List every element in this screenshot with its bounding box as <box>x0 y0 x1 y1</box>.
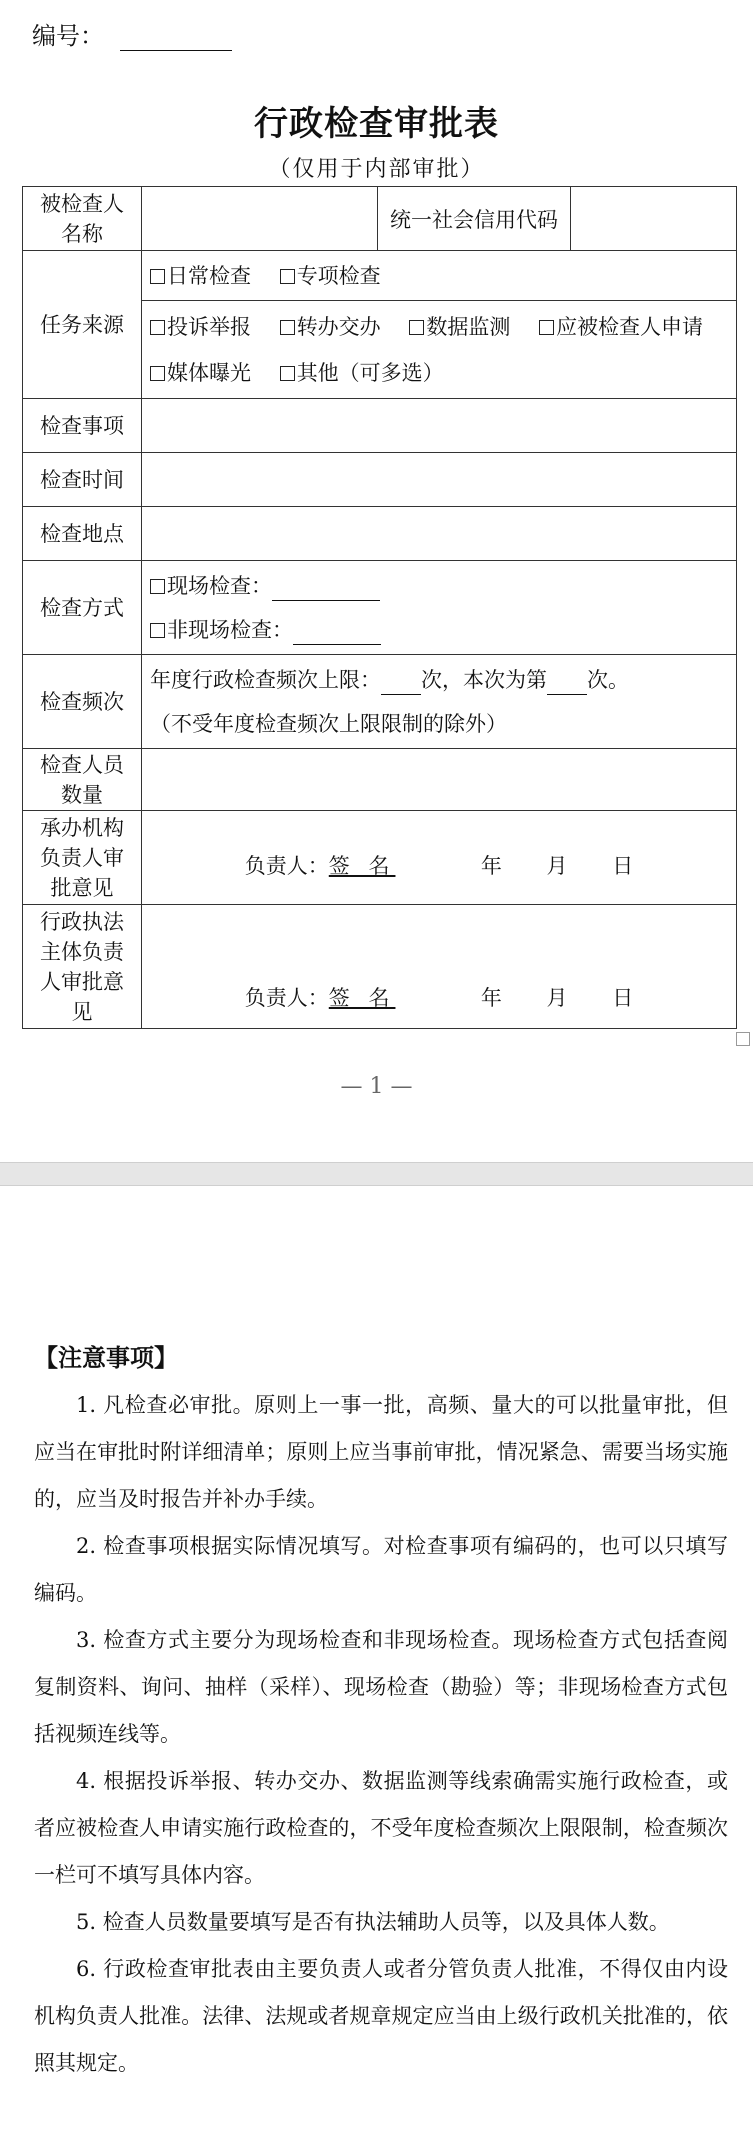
serial-label: 编号： <box>32 22 104 50</box>
inspection-item-field[interactable] <box>142 399 737 453</box>
page-separator <box>0 1162 753 1186</box>
note-item: 6. 行政检查审批表由主要负责人或者分管负责人批准，不得仅由内设机构负责人批准。法律、法规或者规章规定应当由上级行政机关批准的，依照其规定。 <box>34 1957 728 2075</box>
dept-opinion-label: 承办机构负责人审批意见 <box>23 811 142 905</box>
monitoring-option: 数据监测 <box>426 314 511 339</box>
staff-count-label: 检查人员数量 <box>23 749 142 811</box>
frequency-current-blank[interactable] <box>547 672 587 695</box>
offsite-checkbox[interactable] <box>150 623 165 638</box>
onsite-option: 现场检查： <box>167 573 272 598</box>
serial-number <box>32 16 232 51</box>
staff-count-field[interactable] <box>142 749 737 811</box>
notes-heading: 【注意事项】 <box>34 1344 178 1372</box>
note-item: 4. 根据投诉举报、转办交办、数据监测等线索确需实施行政检查，或者应被检查人申请实施行政检查的，不受年度检查频次上限限制，检查频次一栏可不填写具体内容。 <box>34 1769 728 1887</box>
transfer-checkbox[interactable] <box>280 320 295 335</box>
monitoring-checkbox[interactable] <box>409 320 424 335</box>
credit-code-label: 统一社会信用代码 <box>378 187 571 251</box>
dept-day: 日 <box>612 853 634 878</box>
request-checkbox[interactable] <box>539 320 554 335</box>
form-subtitle: （仅用于内部审批） <box>268 157 485 182</box>
inspection-time-field[interactable] <box>142 453 737 507</box>
table-corner-marker <box>736 1032 750 1046</box>
subject-year: 年 <box>480 985 502 1010</box>
note-item: 3. 检查方式主要分为现场检查和非现场检查。现场检查方式包括查阅复制资料、询问、抽样（采样）、现场检查（勘验）等；非现场检查方式包括视频连线等。 <box>34 1628 728 1746</box>
dept-year: 年 <box>480 853 502 878</box>
task-source-label: 任务来源 <box>23 251 142 399</box>
inspection-item-label: 检查事项 <box>23 399 142 453</box>
complaint-checkbox[interactable] <box>150 320 165 335</box>
task-source-row-2 <box>142 301 737 399</box>
special-checkbox[interactable] <box>280 269 295 284</box>
media-checkbox[interactable] <box>150 366 165 381</box>
form-title: 行政检查审批表 <box>254 104 499 144</box>
inspection-place-field[interactable] <box>142 507 737 561</box>
frequency-end-text: 次。 <box>587 667 629 692</box>
frequency-limit-text: 年度行政检查频次上限： <box>150 667 381 692</box>
note-item: 5. 检查人员数量要填写是否有执法辅助人员等，以及具体人数。 <box>76 1910 670 1934</box>
inspection-place-label: 检查地点 <box>23 507 142 561</box>
transfer-option: 转办交办 <box>296 314 381 339</box>
page-two <box>0 1186 753 2140</box>
subject-opinion-field[interactable] <box>142 905 737 1029</box>
other-checkbox[interactable] <box>280 366 295 381</box>
page-number: — 1 — <box>340 1074 413 1099</box>
notes-list <box>34 1382 728 2087</box>
inspected-party-label: 被检查人名称 <box>23 187 142 251</box>
routine-option: 日常检查 <box>167 263 251 288</box>
task-source-row-1 <box>142 251 737 301</box>
dept-opinion-field[interactable] <box>142 811 737 905</box>
credit-code-field[interactable] <box>571 187 737 251</box>
frequency-limit-blank[interactable] <box>381 672 421 695</box>
offsite-option: 非现场检查： <box>167 617 293 642</box>
onsite-blank[interactable] <box>272 578 380 601</box>
approval-form-table <box>22 186 737 1029</box>
inspected-party-field[interactable] <box>142 187 378 251</box>
complaint-option: 投诉举报 <box>167 314 251 339</box>
request-option: 应被检查人申请 <box>556 314 704 339</box>
inspection-time-label: 检查时间 <box>23 453 142 507</box>
subject-signature-field[interactable]: 签 名 <box>328 985 396 1010</box>
routine-checkbox[interactable] <box>150 269 165 284</box>
inspection-method-cell <box>142 561 737 655</box>
offsite-blank[interactable] <box>293 622 381 645</box>
subject-month: 月 <box>546 985 568 1010</box>
frequency-current-text: 次，本次为第 <box>421 667 547 692</box>
subject-day: 日 <box>612 985 634 1010</box>
serial-blank[interactable] <box>120 28 232 51</box>
inspection-method-label: 检查方式 <box>23 561 142 655</box>
frequency-label: 检查频次 <box>23 655 142 749</box>
special-option: 专项检查 <box>296 263 381 288</box>
subject-opinion-label: 行政执法主体负责人审批意见 <box>23 905 142 1029</box>
frequency-note: （不受年度检查频次上限限制的除外） <box>150 711 507 736</box>
note-item: 2. 检查事项根据实际情况填写。对检查事项有编码的，也可以只填写编码。 <box>34 1534 728 1605</box>
note-item: 1. 凡检查必审批。原则上一事一批，高频、量大的可以批量审批，但应当在审批时附详细清单；原则上应当事前审批，情况紧急、需要当场实施的，应当及时报告并补办手续。 <box>34 1393 728 1511</box>
media-option: 媒体曝光 <box>167 360 251 385</box>
dept-month: 月 <box>546 853 568 878</box>
dept-signature-field[interactable]: 签 名 <box>328 853 396 878</box>
dept-responsible-label: 负责人： <box>244 853 329 878</box>
subject-responsible-label: 负责人： <box>244 985 329 1010</box>
onsite-checkbox[interactable] <box>150 579 165 594</box>
frequency-cell <box>142 655 737 749</box>
other-option: 其他（可多选） <box>296 360 444 385</box>
